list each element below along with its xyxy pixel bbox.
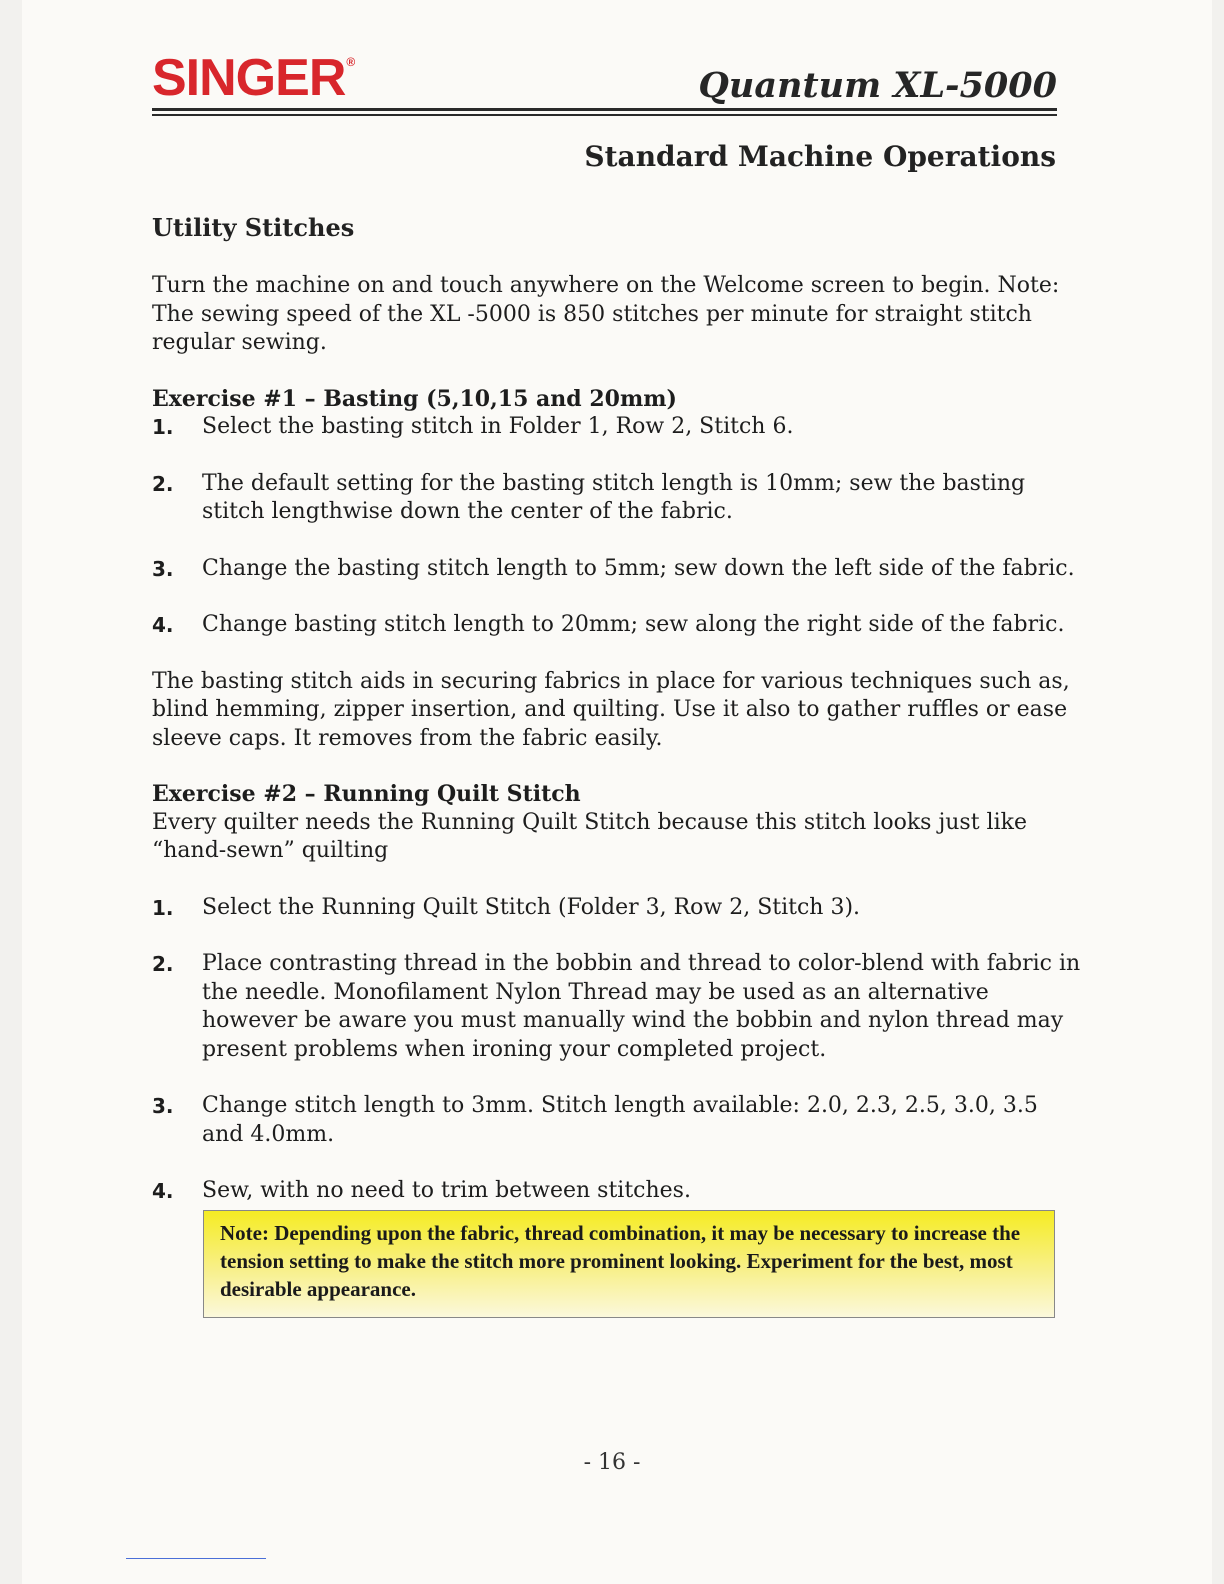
exercise2-intro: Every quilter needs the Running Quilt Stitch because this stitch looks just like “hand-sewn” quilting bbox=[152, 809, 1027, 863]
footer-link-underline bbox=[126, 1558, 266, 1559]
step-number: 3. bbox=[152, 556, 174, 581]
list-item bbox=[152, 1177, 1082, 1206]
list-item bbox=[152, 894, 1082, 923]
step-text: Select the basting stitch in Folder 1, Row 2, Stitch 6. bbox=[202, 414, 794, 439]
step-number: 3. bbox=[152, 1094, 174, 1118]
step-number: 2. bbox=[152, 471, 174, 496]
header-rule-bottom bbox=[152, 114, 1057, 116]
model-title: Quantum XL-5000 bbox=[698, 65, 1057, 106]
step-text: Change the basting stitch length to 5mm; sew down the left side of the fabric. bbox=[202, 555, 1075, 581]
step-text: Change basting stitch length to 20mm; sew along the right side of the fabric. bbox=[202, 612, 1065, 637]
page-number: - 16 - bbox=[583, 1450, 641, 1475]
exercise2-heading: Exercise #2 – Running Quilt Stitch bbox=[152, 781, 581, 807]
brand-name: SINGER bbox=[152, 49, 346, 107]
step-number: 4. bbox=[152, 613, 174, 637]
exercise1-steps bbox=[152, 413, 1082, 640]
exercise2-steps bbox=[152, 894, 1082, 1206]
step-number: 2. bbox=[152, 952, 174, 976]
step-text: The default setting for the basting stitch length is 10mm; sew the basting stitch lengthwise down the center of the fabric. bbox=[202, 470, 1026, 524]
page-header bbox=[152, 50, 1057, 120]
step-text: Sew, with no need to trim between stitches. bbox=[202, 1178, 691, 1203]
page-body bbox=[152, 272, 1082, 1318]
step-number: 1. bbox=[152, 895, 174, 920]
step-number: 4. bbox=[152, 1179, 174, 1203]
list-item bbox=[152, 470, 1082, 527]
singer-logo bbox=[152, 49, 355, 107]
subheading-utility-stitches: Utility Stitches bbox=[152, 213, 355, 242]
note-box: Note: Depending upon the fabric, thread combination, it may be necessary to increase the tension setting to make the stitch more prominent looking. Experiment for the best, most desirable appearance. bbox=[203, 1210, 1055, 1318]
section-title: Standard Machine Operations bbox=[584, 140, 1056, 173]
step-text: Place contrasting thread in the bobbin and thread to color-blend with fabric in the needle. Monofilament Nylon Thread may be used as an alternative however be aware you must manually wind the bobbin and nylon thread may present problems when ironing your completed project. bbox=[202, 951, 1081, 1062]
step-text: Change stitch length to 3mm. Stitch length available: 2.0, 2.3, 2.5, 3.0, 3.5 and 4.0mm. bbox=[202, 1093, 1038, 1147]
list-item bbox=[152, 950, 1082, 1064]
intro-paragraph: Turn the machine on and touch anywhere on the Welcome screen to begin. Note: The sewing speed of the XL -5000 is 850 stitches per minute for straight stitch regular sewing. bbox=[152, 273, 1060, 355]
list-item bbox=[152, 611, 1082, 640]
header-rule-top bbox=[152, 108, 1057, 111]
step-text: Select the Running Quilt Stitch (Folder 3, Row 2, Stitch 3). bbox=[202, 894, 861, 920]
list-item bbox=[152, 555, 1082, 584]
exercise1-heading: Exercise #1 – Basting (5,10,15 and 20mm) bbox=[152, 385, 677, 412]
list-item bbox=[152, 1092, 1082, 1149]
basting-paragraph: The basting stitch aids in securing fabrics in place for various techniques such as, blind hemming, zipper insertion, and quilting. Use it also to gather ruffles or ease sleeve caps. It removes from the fabric easily. bbox=[152, 668, 1070, 751]
step-number: 1. bbox=[152, 415, 174, 439]
list-item bbox=[152, 413, 1082, 442]
registered-mark: ® bbox=[346, 55, 355, 69]
